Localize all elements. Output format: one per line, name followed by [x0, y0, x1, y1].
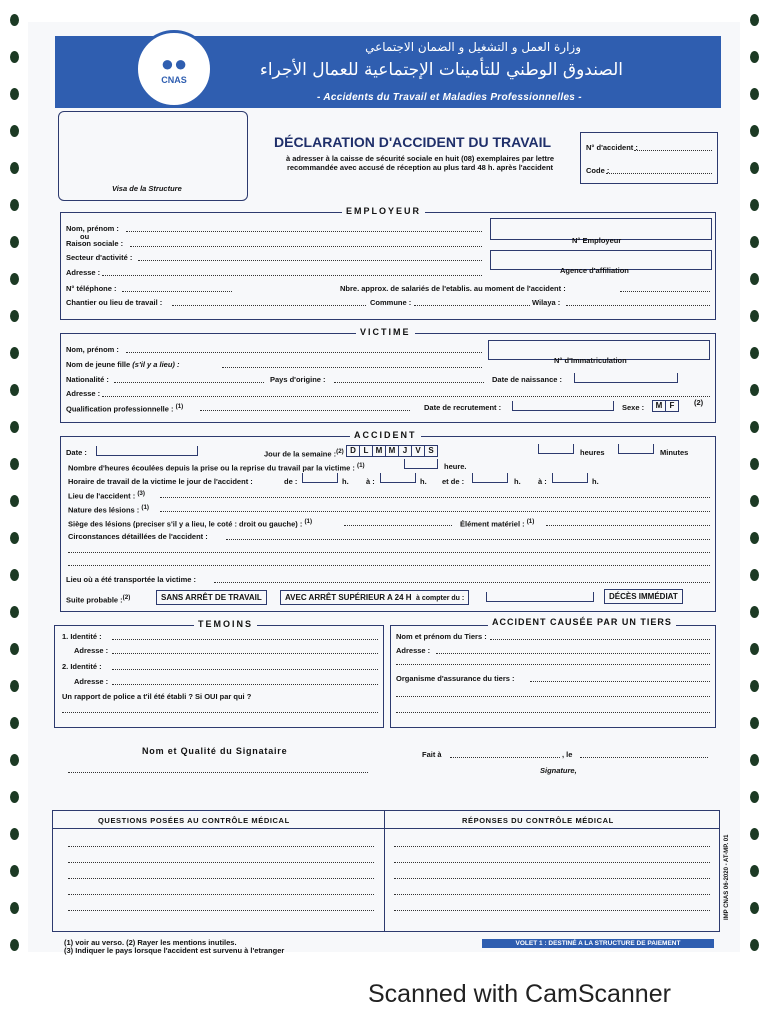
- vic-qualif-label: Qualification professionnelle : $^{(1)}$: [66, 403, 184, 414]
- header-subtitle: - Accidents du Travail et Maladies Professionnelles -: [317, 92, 582, 103]
- vic-recrutement-field[interactable]: [512, 401, 614, 411]
- acc-heure-label: heure.: [444, 462, 467, 471]
- accident-title: ACCIDENT: [350, 430, 421, 440]
- acc-circonstances-field-2[interactable]: [68, 552, 710, 553]
- feed-hole: [10, 14, 19, 26]
- date-field[interactable]: [580, 757, 708, 758]
- avec-arret-option[interactable]: [280, 590, 469, 605]
- acc-jour-label: Jour de la semaine :$^{(2)}$: [264, 448, 344, 459]
- vic-name-label: Nom, prénom :: [66, 345, 119, 354]
- horaire-h2: h.: [420, 477, 427, 486]
- compter-date-field[interactable]: [486, 592, 594, 602]
- emp-ou: ou: [80, 232, 90, 241]
- vic-adresse-field[interactable]: [102, 396, 710, 397]
- temoin1-adresse-label: Adresse :: [74, 646, 109, 655]
- deces-option[interactable]: DÉCÈS IMMÉDIAT: [604, 589, 683, 604]
- weekday-options: [346, 445, 437, 457]
- feed-hole: [750, 273, 759, 285]
- acc-minutes-label: Minutes: [660, 448, 689, 457]
- temoin2-adresse-label: Adresse :: [74, 677, 109, 686]
- sexe-note: (2): [694, 398, 704, 407]
- temoin1-identite-field[interactable]: [112, 639, 378, 640]
- ministry-arabic: وزارة العمل و التشغيل و الضمان الاجتماعي: [365, 40, 581, 54]
- sexe-options: [652, 400, 678, 412]
- feed-hole: [750, 14, 759, 26]
- acc-siege-label: Siège des lésions (preciser s'il y a lieu, le coté : droit ou gauche) : $^{(1)}$: [68, 518, 313, 529]
- emp-tel-label: N° téléphone :: [66, 284, 117, 293]
- code-label: Code :: [586, 166, 610, 175]
- tractor-holes-left: [6, 0, 24, 960]
- feed-hole: [750, 939, 759, 951]
- family-icon: ●●: [160, 51, 188, 76]
- tiers-adresse-field-2[interactable]: [396, 664, 710, 665]
- vic-pays-field[interactable]: [334, 382, 484, 383]
- accident-number-box: [580, 132, 718, 184]
- volet-band: VOLET 1 : DESTINÉ A LA STRUCTURE DE PAIEMENT: [482, 939, 714, 948]
- tiers-nom-field[interactable]: [490, 639, 710, 640]
- feed-hole: [10, 532, 19, 544]
- vic-sexe-label: Sexe :: [622, 403, 645, 412]
- feed-hole: [750, 828, 759, 840]
- feed-hole: [10, 458, 19, 470]
- temoin2-identite-field[interactable]: [112, 669, 378, 670]
- feed-hole: [10, 717, 19, 729]
- lieu-text: Lieu de l'accident :: [68, 491, 136, 501]
- emp-tel-field[interactable]: [122, 291, 232, 292]
- emp-raison-field[interactable]: [130, 246, 482, 247]
- acc-transportee-label: Lieu où a été transportée la victime :: [66, 575, 197, 584]
- day-j[interactable]: J: [398, 445, 412, 457]
- feed-hole: [750, 902, 759, 914]
- feed-hole: [750, 643, 759, 655]
- vic-qualif-field[interactable]: [200, 410, 410, 411]
- acc-transportee-field[interactable]: [214, 582, 710, 583]
- day-m2[interactable]: M: [385, 445, 399, 457]
- horaire-h4: h.: [592, 477, 599, 486]
- emp-chantier-label: Chantier ou lieu de travail :: [66, 298, 163, 307]
- day-m1[interactable]: M: [372, 445, 386, 457]
- feed-hole: [750, 865, 759, 877]
- footnote-2: (3) Indiquer le pays lorsque l'accident est survenu à l'etranger: [64, 946, 285, 955]
- jeune-fille-text: Nom de jeune fille: [66, 360, 131, 369]
- emp-nbre-label: Nbre. approx. de salariés de l'etablis. au moment de l'accident :: [340, 284, 566, 293]
- acc-lieu-field[interactable]: [160, 497, 710, 498]
- acc-circonstances-field-1[interactable]: [226, 539, 710, 540]
- emp-secteur-label: Secteur d'activité :: [66, 253, 133, 262]
- logo-text: CNAS: [161, 75, 187, 85]
- vic-jeune-fille-field[interactable]: [222, 367, 482, 368]
- temoins-title: TEMOINS: [194, 619, 257, 629]
- tiers-adresse-label: Adresse :: [396, 646, 431, 655]
- vic-adresse-label: Adresse :: [66, 389, 101, 398]
- temoin1-adresse-field[interactable]: [112, 653, 378, 654]
- reponse-line-4[interactable]: [394, 894, 710, 895]
- acc-element-field[interactable]: [546, 525, 710, 526]
- form-instructions: à adresser à la caisse de sécurité sociale en huit (08) exemplaires par lettre recommandée avec accusé de réception au plus tard 48 h. après l'accident: [285, 154, 555, 172]
- reponse-line-2[interactable]: [394, 862, 710, 863]
- acc-date-label: Date :: [66, 448, 87, 457]
- emp-raison-label: Raison sociale :: [66, 239, 124, 248]
- feed-hole: [750, 791, 759, 803]
- feed-hole: [750, 88, 759, 100]
- acc-nature-field[interactable]: [160, 511, 710, 512]
- acc-heures-label: heures: [580, 448, 605, 457]
- feed-hole: [10, 125, 19, 137]
- signataire-field[interactable]: [68, 772, 368, 773]
- feed-hole: [750, 495, 759, 507]
- feed-hole: [750, 717, 759, 729]
- acc-heures-field[interactable]: [538, 444, 574, 454]
- feed-hole: [750, 458, 759, 470]
- horaire-a-field[interactable]: [380, 473, 416, 483]
- feed-hole: [750, 421, 759, 433]
- feed-hole: [10, 828, 19, 840]
- vic-nationalite-field[interactable]: [114, 382, 264, 383]
- camscanner-watermark: Scanned with CamScanner: [368, 980, 671, 1008]
- cnas-logo: [135, 30, 213, 108]
- emp-name-label: Nom, prénom :: [66, 224, 119, 233]
- horaire-de-label: de :: [284, 477, 298, 486]
- feed-hole: [10, 236, 19, 248]
- code-field[interactable]: [606, 173, 712, 174]
- tiers-title: ACCIDENT CAUSÉE PAR UN TIERS: [488, 617, 676, 627]
- day-l[interactable]: L: [359, 445, 373, 457]
- form-title: DÉCLARATION D'ACCIDENT DU TRAVAIL: [274, 134, 552, 150]
- feed-hole: [10, 495, 19, 507]
- accident-number-field[interactable]: [634, 150, 712, 151]
- emp-wilaya-label: Wilaya :: [532, 298, 561, 307]
- compter-text: à compter du :: [416, 595, 465, 602]
- feed-hole: [750, 384, 759, 396]
- tiers-organisme-field-2[interactable]: [396, 696, 710, 697]
- sans-arret-option[interactable]: SANS ARRÊT DE TRAVAIL: [156, 590, 267, 605]
- horaire-h3: h.: [514, 477, 521, 486]
- feed-hole: [10, 569, 19, 581]
- feed-hole: [10, 680, 19, 692]
- tiers-adresse-field[interactable]: [436, 653, 710, 654]
- feed-hole: [750, 236, 759, 248]
- fait-label: Fait à: [422, 750, 442, 759]
- n-employeur-label: N° Employeur: [572, 236, 622, 245]
- vic-jeune-fille-label: [66, 360, 180, 369]
- horaire-a2-field[interactable]: [552, 473, 588, 483]
- emp-adresse-field[interactable]: [102, 275, 482, 276]
- question-line-1[interactable]: [68, 846, 374, 847]
- tractor-holes-right: [746, 0, 764, 960]
- temoin2-adresse-field[interactable]: [112, 684, 378, 685]
- sexe-f-option[interactable]: F: [665, 400, 679, 412]
- horaire-de-field[interactable]: [302, 473, 338, 483]
- questions-header: QUESTIONS POSÉES AU CONTRÔLE MÉDICAL: [98, 816, 290, 825]
- emp-nbre-field[interactable]: [620, 291, 710, 292]
- feed-hole: [10, 199, 19, 211]
- feed-hole: [750, 347, 759, 359]
- feed-hole: [10, 421, 19, 433]
- feed-hole: [10, 865, 19, 877]
- nbre-heures-text: Nombre d'heures écoulées depuis la prise ou la reprise du travail par la victime :: [68, 463, 355, 473]
- medical-header-line: [52, 828, 720, 829]
- horaire-h1: h.: [342, 477, 349, 486]
- acc-nbre-heures-field[interactable]: [404, 459, 438, 469]
- employeur-title: EMPLOYEUR: [342, 206, 425, 216]
- feed-hole: [750, 310, 759, 322]
- sexe-m-option[interactable]: M: [652, 400, 666, 412]
- acc-date-field[interactable]: [96, 446, 198, 456]
- temoin2-identite-label: 2. Identité :: [62, 662, 102, 671]
- signature-label: Signature,: [540, 766, 577, 775]
- question-line-5[interactable]: [68, 910, 374, 911]
- police-field[interactable]: [62, 712, 378, 713]
- feed-hole: [10, 939, 19, 951]
- acc-nature-label: Nature des lésions : $^{(1)}$: [68, 504, 150, 515]
- horaire-etde-field[interactable]: [472, 473, 508, 483]
- fait-field[interactable]: [450, 757, 560, 758]
- question-line-3[interactable]: [68, 878, 374, 879]
- reponse-line-5[interactable]: [394, 910, 710, 911]
- emp-adresse-label: Adresse :: [66, 268, 101, 277]
- vic-nationalite-label: Nationalité :: [66, 375, 109, 384]
- suite-text: Suite probable :: [66, 595, 123, 605]
- feed-hole: [10, 643, 19, 655]
- vic-naissance-field[interactable]: [574, 373, 678, 383]
- feed-hole: [750, 199, 759, 211]
- acc-circonstances-label: Circonstances détaillées de l'accident :: [68, 532, 208, 541]
- feed-hole: [10, 310, 19, 322]
- feed-hole: [10, 902, 19, 914]
- question-line-2[interactable]: [68, 862, 374, 863]
- tiers-nom-label: Nom et prénom du Tiers :: [396, 632, 487, 641]
- tiers-organisme-label: Organisme d'assurance du tiers :: [396, 674, 515, 683]
- vic-recrutement-label: Date de recrutement :: [424, 403, 502, 412]
- feed-hole: [750, 125, 759, 137]
- emp-wilaya-field[interactable]: [566, 305, 710, 306]
- reponse-line-3[interactable]: [394, 878, 710, 879]
- medical-divider: [384, 810, 385, 932]
- feed-hole: [10, 606, 19, 618]
- emp-commune-field[interactable]: [414, 305, 530, 306]
- day-v[interactable]: V: [411, 445, 425, 457]
- feed-hole: [750, 680, 759, 692]
- acc-horaire-label: Horaire de travail de la victime le jour de l'accident :: [68, 477, 253, 486]
- feed-hole: [10, 162, 19, 174]
- jour-text: Jour de la semaine :: [264, 449, 337, 459]
- police-question: Un rapport de police a t'il été établi ? Si OUI par qui ?: [62, 692, 252, 701]
- jeune-fille-note: (s'il y a lieu) :: [132, 360, 180, 369]
- vic-naissance-label: Date de naissance :: [492, 375, 563, 384]
- feed-hole: [750, 532, 759, 544]
- acc-element-label: Élément matériel : $^{(1)}$: [460, 518, 535, 529]
- feed-hole: [750, 162, 759, 174]
- accident-number-label: N° d'accident :: [586, 143, 638, 152]
- emp-commune-label: Commune :: [370, 298, 412, 307]
- acc-suite-label: Suite probable :$^{(2)}$: [66, 594, 131, 605]
- tiers-organisme-field[interactable]: [530, 681, 710, 682]
- horaire-etde-label: et de :: [442, 477, 465, 486]
- fund-arabic: الصندوق الوطني للتأمينات الإجتماعية للعمال الأجراء: [259, 60, 623, 80]
- nature-text: Nature des lésions :: [68, 505, 140, 515]
- question-line-4[interactable]: [68, 894, 374, 895]
- vic-name-field[interactable]: [126, 352, 482, 353]
- n-immat-label: N° d'Immatriculation: [554, 356, 627, 365]
- qualif-text: Qualification professionnelle :: [66, 404, 174, 414]
- feed-hole: [750, 754, 759, 766]
- feed-hole: [10, 384, 19, 396]
- feed-hole: [10, 88, 19, 100]
- form-reference: IMP CNAS 06-2020 - AT-MP. 01: [724, 834, 730, 920]
- day-s[interactable]: S: [424, 445, 438, 457]
- victime-title: VICTIME: [356, 327, 415, 337]
- tiers-organisme-field-3[interactable]: [396, 712, 710, 713]
- emp-name-field[interactable]: [126, 231, 482, 232]
- footnote-1: (1) voir au verso. (2) Rayer les mentions inutiles.: [64, 938, 237, 947]
- feed-hole: [10, 51, 19, 63]
- feed-hole: [10, 754, 19, 766]
- acc-nbre-heures-label: Nombre d'heures écoulées depuis la prise ou la reprise du travail par la victime : $^{(1)}$: [68, 462, 365, 473]
- acc-siege-field[interactable]: [344, 525, 452, 526]
- le-label: , le: [562, 750, 573, 759]
- feed-hole: [750, 606, 759, 618]
- avec-arret-text: AVEC ARRÊT SUPÉRIEUR A 24 H: [285, 593, 412, 602]
- day-d[interactable]: D: [346, 445, 360, 457]
- feed-hole: [10, 273, 19, 285]
- acc-circonstances-field-3[interactable]: [68, 565, 710, 566]
- signataire-label: Nom et Qualité du Signataire: [142, 746, 288, 756]
- vic-pays-label: Pays d'origine :: [270, 375, 326, 384]
- emp-chantier-field[interactable]: [172, 305, 366, 306]
- temoin1-identite-label: 1. Identité :: [62, 632, 102, 641]
- acc-minutes-field[interactable]: [618, 444, 654, 454]
- agence-label: Agence d'affiliation: [560, 266, 629, 275]
- reponse-line-1[interactable]: [394, 846, 710, 847]
- element-text: Élément matériel :: [460, 519, 525, 529]
- feed-hole: [10, 347, 19, 359]
- feed-hole: [750, 51, 759, 63]
- horaire-a2-label: à :: [538, 477, 547, 486]
- siege-text: Siège des lésions (preciser s'il y a lieu, le coté : droit ou gauche) :: [68, 519, 303, 529]
- horaire-a-label: à :: [366, 477, 375, 486]
- visa-label: Visa de la Structure: [112, 184, 182, 193]
- acc-lieu-label: Lieu de l'accident : $^{(3)}$: [68, 490, 145, 501]
- reponses-header: RÉPONSES DU CONTRÔLE MÉDICAL: [462, 816, 614, 825]
- emp-secteur-field[interactable]: [138, 260, 482, 261]
- feed-hole: [10, 791, 19, 803]
- feed-hole: [750, 569, 759, 581]
